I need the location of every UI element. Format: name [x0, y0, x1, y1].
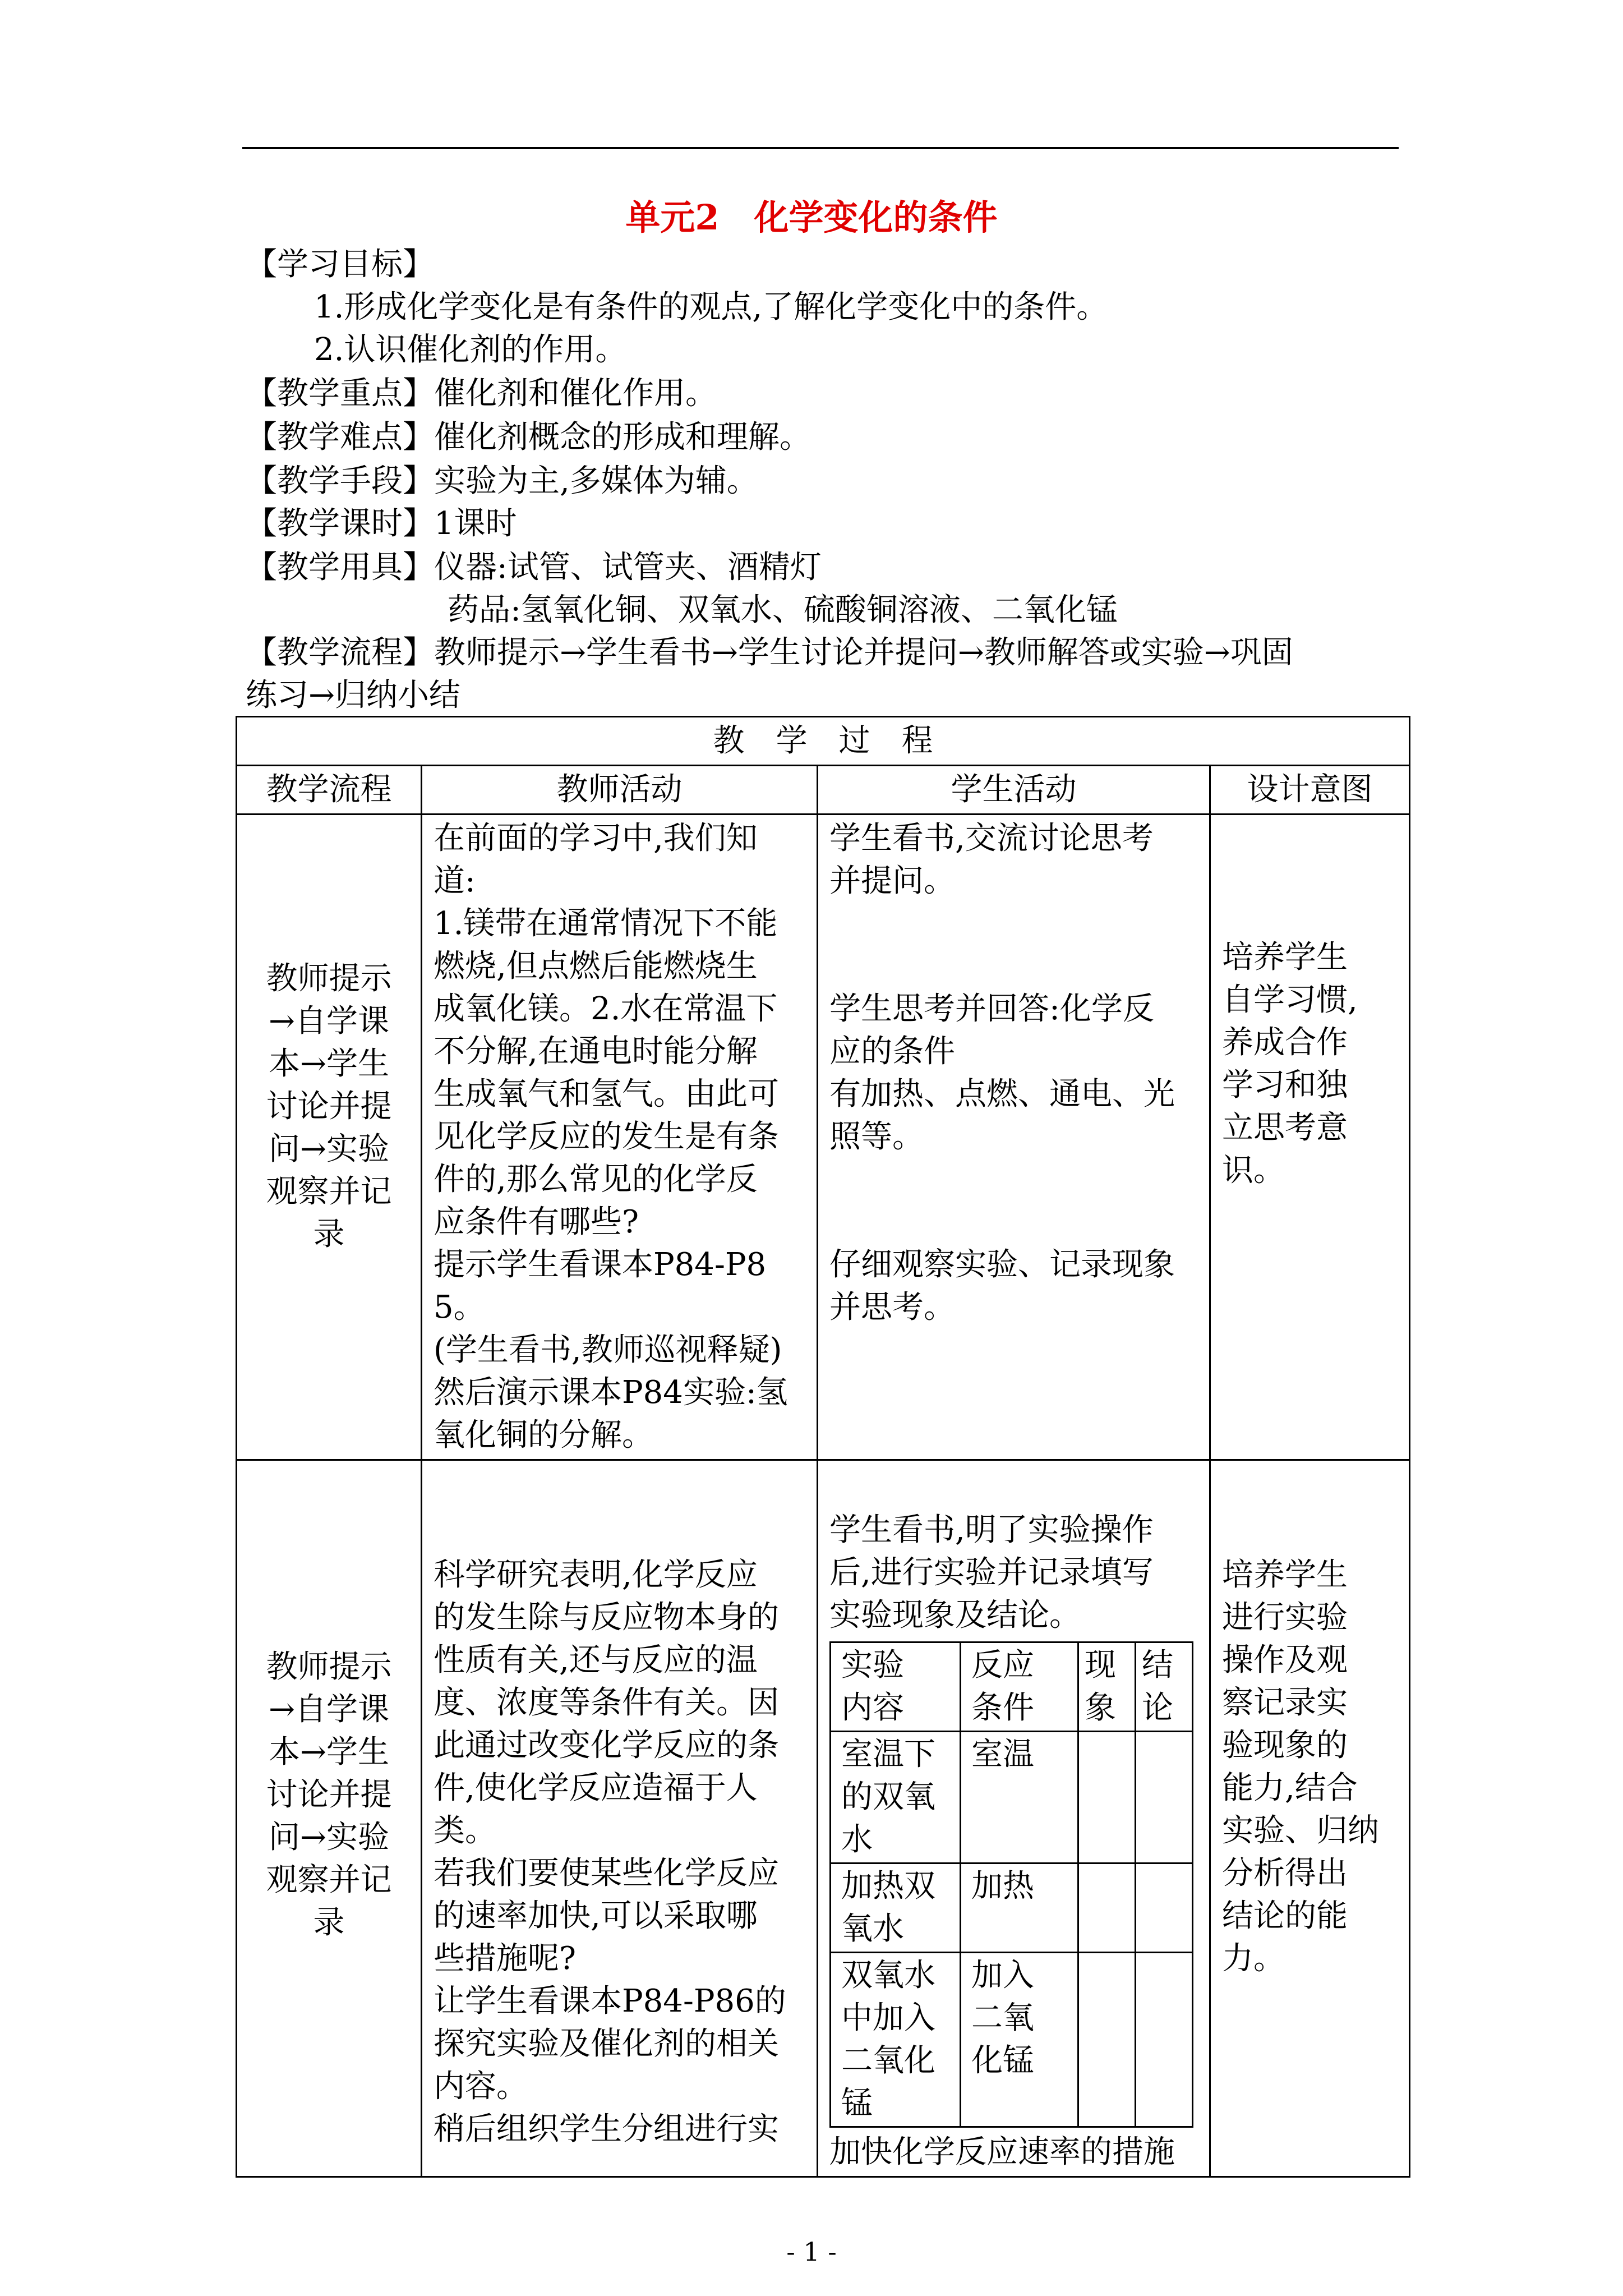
inner-cell-condition: 加入 二氧 化锰	[961, 1953, 1078, 2127]
difficulty: 【教学难点】催化剂概念的形成和理解。	[246, 419, 811, 455]
document-title: 单元2 化学变化的条件	[625, 197, 998, 238]
table-row	[831, 1732, 1193, 1864]
inner-cell-content: 双氧水 中加入 二氧化 锰	[831, 1953, 961, 2127]
inner-cell-content: 室温下 的双氧 水	[831, 1732, 961, 1864]
inner-cell-phenomenon	[1078, 1864, 1136, 1953]
table-row	[831, 1864, 1193, 1953]
experiment-record-table	[829, 1641, 1193, 2128]
page-number: - 1 -	[786, 2237, 837, 2267]
inner-cell-content: 加热双 氧水	[831, 1864, 961, 1953]
table-row	[237, 1460, 1410, 2177]
inner-cell-conclusion	[1136, 1953, 1193, 2127]
teaching-means: 【教学手段】实验为主,多媒体为辅。	[246, 463, 758, 499]
inner-header-content: 实验 内容	[831, 1642, 961, 1732]
inner-cell-phenomenon	[1078, 1732, 1136, 1864]
inner-header-condition: 反应 条件	[961, 1642, 1078, 1732]
teacher-activity-cell: 科学研究表明,化学反应 的发生除与反应物本身的 性质有关,还与反应的温 度、浓度等条件有关。因 此通过改变化学反应的条 件,使化学反应造福于人 类。 若我们要使某些化学反应 的速率加快,可以采取哪 些措施呢? 让学生看课本P84-P86的 探究实验及催化剂的相关 内容。 稍后组织学生分组进行实	[422, 1460, 818, 2177]
inner-header-phenomenon: 现 象	[1078, 1642, 1136, 1732]
student-activity-cell: 学生看书,明了实验操作 后,进行实验并记录填写 实验现象及结论。 实验 内容 反应 条件 现 象 结 论 室温下 的双氧 水 室温 加热双 氧水 加热 双氧水 中加入 二氧化 锰 加入 二氧 化锰 加快化学反应速率的措施	[818, 1460, 1210, 2177]
header-flow: 教学流程	[237, 766, 422, 815]
key-point: 【教学重点】催化剂和催化作用。	[246, 375, 717, 412]
teaching-tools-reagents: 药品:氢氧化铜、双氧水、硫酸铜溶液、二氧化锰	[448, 592, 1118, 628]
inner-cell-phenomenon	[1078, 1953, 1136, 2127]
flow-cell: 教师提示 →自学课 本→学生 讨论并提 问→实验 观察并记 录	[237, 815, 422, 1460]
objectives-heading: 【学习目标】	[246, 246, 434, 283]
objective-2: 2.认识催化剂的作用。	[314, 332, 627, 368]
inner-cell-conclusion	[1136, 1732, 1193, 1864]
table-row	[831, 1953, 1193, 2127]
header-rule	[242, 147, 1399, 149]
table-row	[237, 815, 1410, 1460]
header-intent: 设计意图	[1210, 766, 1410, 815]
design-intent-cell: 培养学生 自学习惯, 养成合作 学习和独 立思考意 识。	[1210, 815, 1410, 1460]
teacher-activity-cell: 在前面的学习中,我们知 道: 1.镁带在通常情况下不能 燃烧,但点燃后能燃烧生 成氧化镁。2.水在常温下 不分解,在通电时能分解 生成氧气和氢气。由此可 见化学反应的发生是有条 件的,那么常见的化学反 应条件有哪些? 提示学生看课本P84-P85。 (学生看书,教师巡视释疑) 然后演示课本P84实验:氢 氧化铜的分解。	[422, 815, 818, 1460]
design-intent-cell: 培养学生 进行实验 操作及观 察记录实 验现象的 能力,结合 实验、归纳 分析得出 结论的能 力。	[1210, 1460, 1410, 2177]
teaching-process-table	[236, 716, 1410, 2178]
header-student: 学生活动	[818, 766, 1210, 815]
header-teacher: 教师活动	[422, 766, 818, 815]
class-hours: 【教学课时】1课时	[246, 505, 517, 542]
inner-cell-condition: 加热	[961, 1864, 1078, 1953]
table-caption: 教 学 过 程	[237, 717, 1410, 766]
objective-1: 1.形成化学变化是有条件的观点,了解化学变化中的条件。	[314, 289, 1108, 325]
student-activity-cell: 学生看书,交流讨论思考 并提问。 学生思考并回答:化学反 应的条件 有加热、点燃、通电、光 照等。 仔细观察实验、记录现象 并思考。	[818, 815, 1210, 1460]
teaching-process-line-1: 【教学流程】教师提示→学生看书→学生讨论并提问→教师解答或实验→巩固	[246, 634, 1293, 671]
inner-header-conclusion: 结 论	[1136, 1642, 1193, 1732]
teaching-process-line-2: 练习→归纳小结	[246, 677, 460, 714]
flow-cell: 教师提示 →自学课 本→学生 讨论并提 问→实验 观察并记 录	[237, 1460, 422, 2177]
inner-cell-condition: 室温	[961, 1732, 1078, 1864]
inner-cell-conclusion	[1136, 1864, 1193, 1953]
teaching-tools-instruments: 【教学用具】仪器:试管、试管夹、酒精灯	[246, 549, 822, 586]
